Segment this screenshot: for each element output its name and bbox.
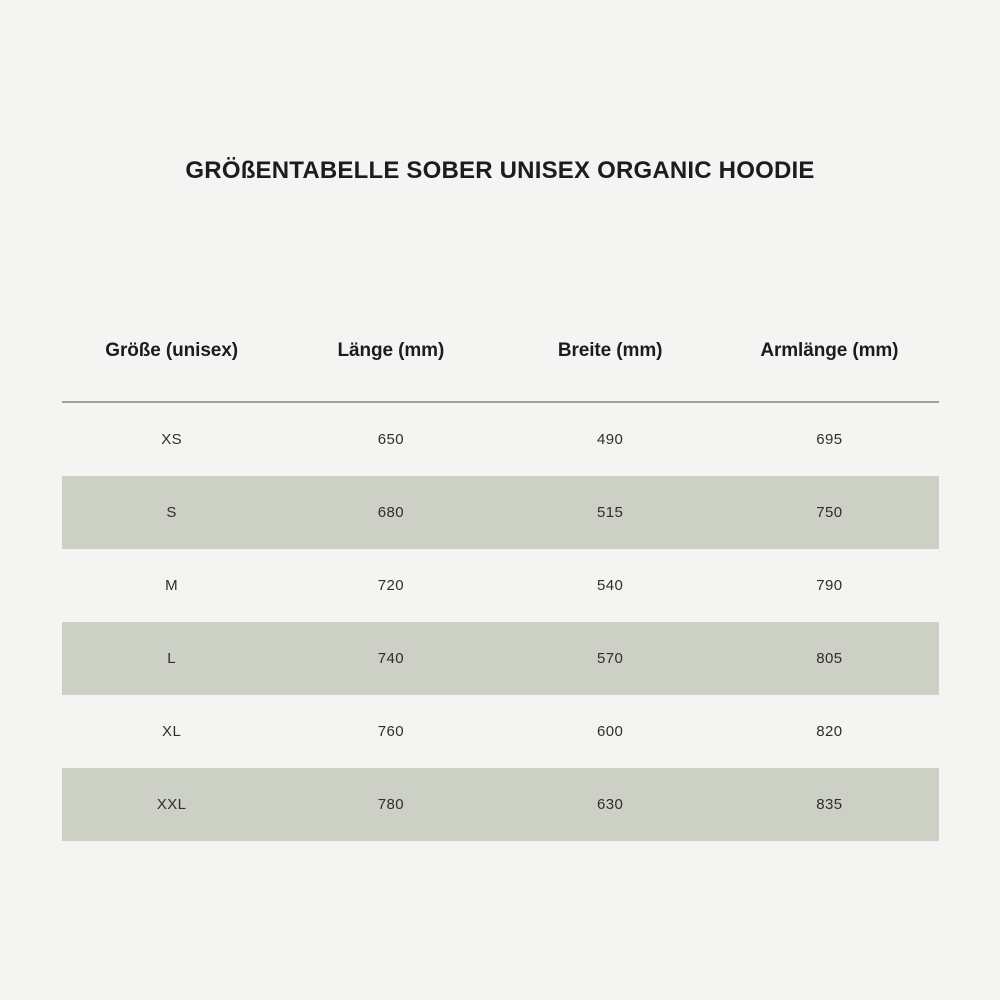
length-cell: 780 <box>377 796 404 813</box>
table-body <box>62 401 939 841</box>
table-row-l <box>62 622 939 695</box>
length-cell: 680 <box>377 504 404 521</box>
size-cell: M <box>165 577 179 594</box>
size-cell: L <box>167 650 176 667</box>
armlength-cell: 820 <box>816 723 843 740</box>
size-cell: S <box>166 504 177 521</box>
width-cell: 515 <box>597 504 624 521</box>
armlength-cell: 835 <box>816 796 843 813</box>
table-row-xl <box>62 695 939 768</box>
column-header-size: Größe (unisex) <box>105 340 238 361</box>
page-title: GRÖßENTABELLE SOBER UNISEX ORGANIC HOODIE <box>185 157 815 184</box>
length-cell: 720 <box>377 577 404 594</box>
table-header-row <box>62 330 939 372</box>
column-header-length: Länge (mm) <box>337 340 445 361</box>
width-cell: 630 <box>597 796 624 813</box>
column-header-armlength: Armlänge (mm) <box>760 340 899 361</box>
table-row-m <box>62 549 939 622</box>
table-row-xxl <box>62 768 939 841</box>
armlength-cell: 790 <box>816 577 843 594</box>
size-table <box>62 330 939 841</box>
size-cell: XXL <box>156 796 187 813</box>
length-cell: 650 <box>377 431 404 448</box>
table-row-s <box>62 476 939 549</box>
size-cell: XL <box>162 723 182 740</box>
column-header-width: Breite (mm) <box>557 340 663 361</box>
length-cell: 740 <box>377 650 404 667</box>
armlength-cell: 805 <box>816 650 843 667</box>
size-cell: XS <box>161 431 183 448</box>
length-cell: 760 <box>377 723 404 740</box>
width-cell: 490 <box>597 431 624 448</box>
armlength-cell: 750 <box>816 504 843 521</box>
armlength-cell: 695 <box>816 431 843 448</box>
width-cell: 540 <box>597 577 624 594</box>
table-row-xs <box>62 403 939 476</box>
width-cell: 600 <box>597 723 624 740</box>
width-cell: 570 <box>597 650 624 667</box>
